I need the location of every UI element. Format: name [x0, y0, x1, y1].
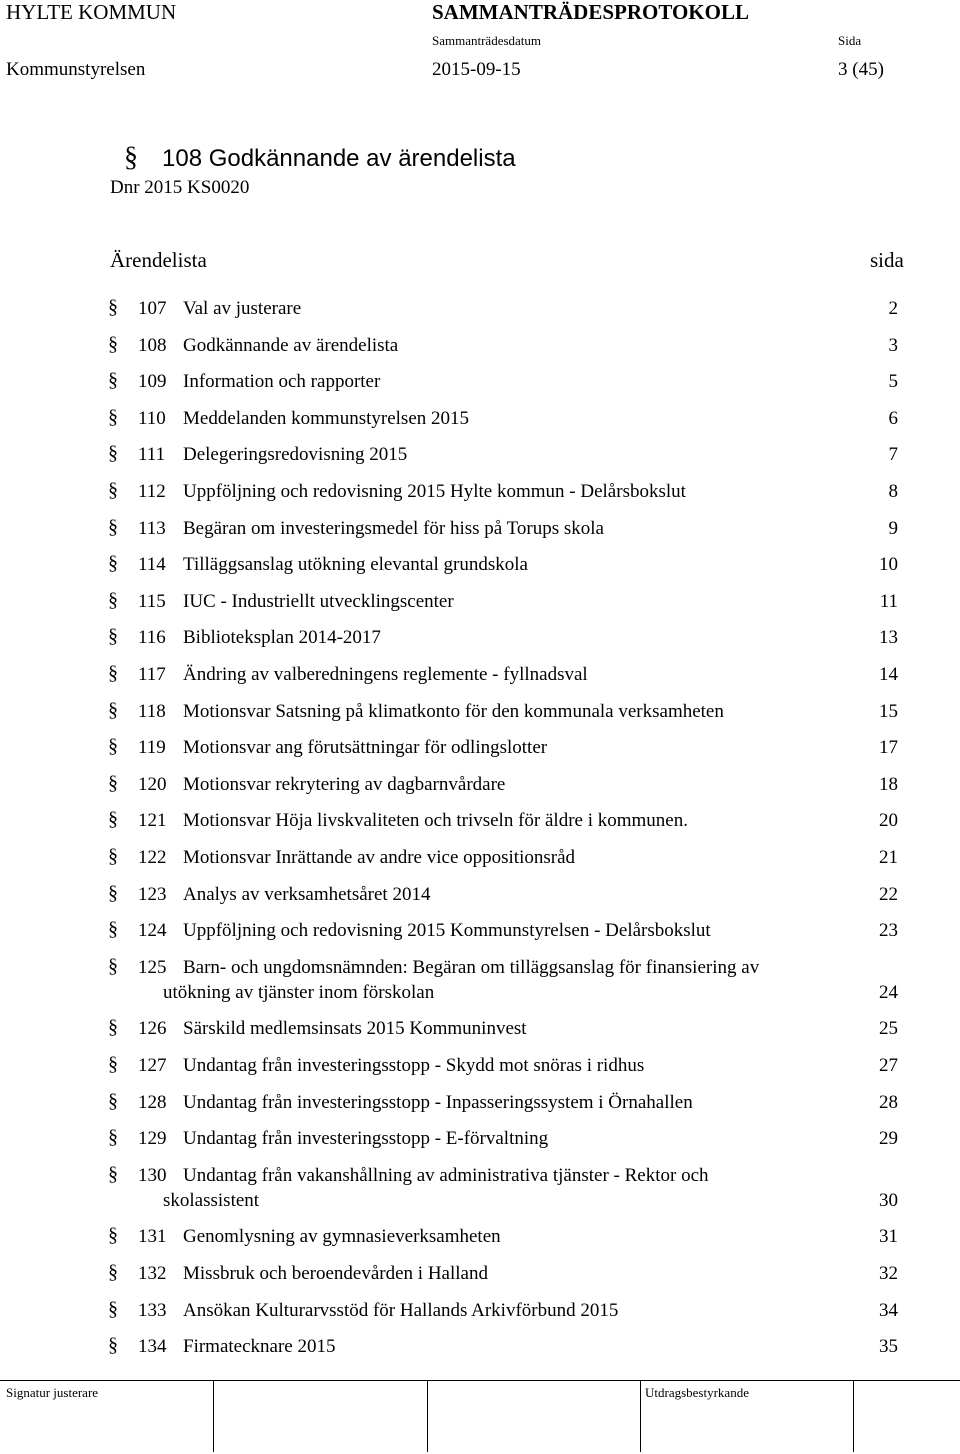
agenda-item-page: 8 [888, 481, 898, 502]
agenda-item [108, 1128, 898, 1154]
section-bullet-icon: § [108, 405, 118, 428]
agenda-item-text: Delegeringsredovisning 2015 [183, 444, 408, 466]
section-bullet-icon: § [108, 296, 118, 318]
section-bullet-icon: § [108, 1261, 118, 1283]
agenda-item-page: 25 [879, 1018, 898, 1040]
agenda-item [108, 627, 898, 653]
agenda-item-page: 31 [879, 1226, 898, 1248]
agenda-item [108, 1162, 898, 1217]
section-bullet-icon: § [108, 1126, 118, 1149]
section-bullet-icon: § [108, 479, 118, 501]
agenda-item-text: Undantag från investeringsstopp - Inpasseringssystem i Örnahallen [183, 1091, 693, 1113]
footer-vertical-rule [640, 1380, 641, 1452]
agenda-item-page: 13 [879, 627, 898, 649]
agenda-item-page: 34 [879, 1299, 898, 1321]
agenda-item-number: 109 [138, 371, 167, 393]
agenda-item [108, 298, 898, 324]
agenda-item-text: Undantag från investeringsstopp - E-förvaltning [183, 1128, 549, 1150]
agenda-item-page: 27 [879, 1055, 898, 1076]
agenda-item-number: 111 [138, 444, 166, 466]
agenda-item-text: Särskild medlemsinsats 2015 Kommuninvest [183, 1018, 527, 1040]
agenda-item [108, 920, 898, 946]
agenda-item [108, 1018, 898, 1044]
agenda-item-number: 108 [138, 334, 167, 356]
section-bullet-icon: § [108, 881, 118, 904]
agenda-item-number: 132 [138, 1263, 167, 1284]
section-bullet-icon: § [108, 1224, 118, 1247]
agenda-item [108, 664, 898, 690]
agenda-item-page: 17 [879, 737, 898, 759]
agenda-item-number: 119 [138, 737, 166, 759]
agenda-item [108, 737, 898, 763]
document-type: SAMMANTRÄDESPROTOKOLL [432, 0, 749, 24]
agenda-item [108, 771, 898, 800]
section-bullet-icon: § [108, 1162, 118, 1185]
section-mark-icon: § [124, 142, 138, 173]
agenda-item [108, 1263, 898, 1289]
agenda-item-page: 5 [888, 371, 898, 393]
agenda-item-number: 114 [138, 554, 166, 576]
agenda-item-number: 122 [138, 847, 167, 868]
agenda-item-number: 116 [138, 627, 166, 649]
agenda-item-number: 107 [138, 298, 167, 319]
agenda-item-page: 30 [879, 1189, 898, 1211]
agenda-item [108, 698, 898, 727]
agenda-item [108, 332, 898, 361]
agenda-item-number: 134 [138, 1336, 167, 1358]
agenda-item-page: 20 [879, 810, 898, 832]
agenda-item [108, 810, 898, 836]
municipality-name: HYLTE KOMMUN [6, 0, 177, 24]
agenda-item-page: 28 [879, 1091, 898, 1113]
agenda-item-text: Motionsvar Satsning på klimatkonto för den kommunala verksamheten [183, 700, 724, 722]
agenda-item-text: Godkännande av ärendelista [183, 334, 399, 356]
agenda-item [108, 515, 898, 544]
agenda-item [108, 588, 898, 617]
footer-vertical-rule [427, 1380, 428, 1452]
agenda-item-text: Begäran om investeringsmedel för hiss på Torups skola [183, 517, 604, 539]
agenda-item-text: Genomlysning av gymnasieverksamheten [183, 1226, 501, 1248]
section-bullet-icon: § [108, 735, 118, 758]
footer-divider [0, 1380, 960, 1381]
agenda-item-text: Biblioteksplan 2014-2017 [183, 627, 381, 649]
agenda-item [108, 481, 898, 507]
case-number: Dnr 2015 KS0020 [110, 177, 250, 198]
agenda-item-text-continued: utökning av tjänster inom förskolan [163, 981, 435, 1003]
agenda-item-page: 6 [888, 407, 898, 429]
agenda-item-text: Motionsvar ang förutsättningar för odlingslotter [183, 737, 548, 759]
agenda-item-page: 15 [879, 700, 898, 722]
agenda-item-page: 10 [879, 554, 898, 576]
agenda-item-number: 124 [138, 920, 167, 942]
section-bullet-icon: § [108, 954, 118, 977]
agenda-item [108, 1226, 898, 1252]
agenda-item-number: 123 [138, 883, 167, 905]
agenda-item-number: 128 [138, 1091, 167, 1113]
section-bullet-icon: § [108, 625, 118, 648]
agenda-item-text: Motionsvar rekrytering av dagbarnvårdare [183, 773, 506, 795]
page-label: Sida [838, 33, 862, 48]
agenda-item-number: 130 [138, 1164, 167, 1186]
agenda-item-page: 24 [879, 981, 898, 1003]
section-bullet-icon: § [108, 808, 118, 831]
agenda-item-number: 110 [138, 407, 166, 429]
agenda-item [108, 1055, 898, 1081]
agenda-item-number: 115 [138, 590, 166, 612]
agenda-item-text: Undantag från vakanshållning av administrativa tjänster - Rektor och [183, 1164, 709, 1186]
agenda-item-text: Uppföljning och redovisning 2015 Kommunstyrelsen - Delårsbokslut [183, 920, 711, 942]
agenda-item-page: 7 [888, 444, 898, 466]
agenda-item [108, 554, 898, 580]
agenda-item [108, 1336, 898, 1362]
agenda-item [108, 371, 898, 397]
agenda-item-text: Undantag från investeringsstopp - Skydd mot snöras i ridhus [183, 1055, 645, 1076]
agenda-item [108, 847, 898, 873]
footer-vertical-rule [853, 1380, 854, 1452]
section-bullet-icon: § [108, 1016, 118, 1039]
agenda-item [108, 1089, 898, 1118]
paragraph-title: 108 Godkännande av ärendelista [162, 145, 516, 172]
signature-label: Signatur justerare [6, 1385, 99, 1400]
section-bullet-icon: § [108, 588, 118, 611]
agenda-item-text: Analys av verksamhetsåret 2014 [183, 883, 431, 905]
section-bullet-icon: § [108, 845, 118, 867]
agenda-item-text: Barn- och ungdomsnämnden: Begäran om tilläggsanslag för finansiering av [183, 956, 760, 978]
section-bullet-icon: § [108, 1297, 118, 1320]
section-bullet-icon: § [108, 771, 118, 794]
section-bullet-icon: § [108, 442, 118, 465]
section-bullet-icon: § [108, 369, 118, 392]
agenda-item-text: Firmatecknare 2015 [183, 1336, 336, 1358]
agenda-item-text: Ansökan Kulturarvsstöd för Hallands Arkivförbund 2015 [183, 1299, 619, 1321]
agenda-item-page: 21 [879, 847, 898, 868]
section-bullet-icon: § [108, 662, 118, 684]
agenda-item-text: IUC - Industriellt utvecklingscenter [183, 590, 454, 612]
agenda-item-page: 3 [888, 334, 898, 356]
agenda-item-number: 112 [138, 481, 166, 502]
agenda-item-page: 11 [879, 590, 898, 612]
meeting-date-label: Sammanträdesdatum [432, 33, 542, 48]
footer-vertical-rule [213, 1380, 214, 1452]
agenda-item [108, 405, 898, 434]
section-bullet-icon: § [108, 552, 118, 575]
agenda-item-number: 117 [138, 664, 166, 685]
agenda-item-text: Missbruk och beroendevården i Halland [183, 1263, 488, 1284]
page-number: 3 (45) [838, 59, 884, 80]
agenda-item-text-continued: skolassistent [163, 1189, 260, 1211]
section-bullet-icon: § [108, 1053, 118, 1075]
extract-certification-label: Utdragsbestyrkande [645, 1385, 749, 1400]
agenda-item-text: Tilläggsanslag utökning elevantal grundskola [183, 554, 528, 576]
agenda-item-text: Information och rapporter [183, 371, 381, 393]
agenda-item-number: 133 [138, 1299, 167, 1321]
agenda-item-page: 32 [879, 1263, 898, 1284]
agenda-item-page: 18 [879, 773, 898, 795]
agenda-item [108, 881, 898, 910]
body-name: Kommunstyrelsen [6, 59, 146, 80]
agenda-item [108, 444, 898, 470]
agenda-item-number: 118 [138, 700, 166, 722]
agenda-item-number: 120 [138, 773, 167, 795]
agenda-item-number: 125 [138, 956, 167, 978]
page-column-heading: sida [870, 248, 904, 272]
agenda-item-page: 14 [879, 664, 898, 685]
section-bullet-icon: § [108, 1089, 118, 1112]
agenda-item-number: 113 [138, 517, 166, 539]
meeting-date: 2015-09-15 [432, 59, 521, 80]
agenda-item-number: 121 [138, 810, 167, 832]
agenda-item [108, 954, 898, 1009]
agenda-item [108, 1297, 898, 1326]
agenda-item-text: Meddelanden kommunstyrelsen 2015 [183, 407, 470, 429]
agenda-item-page: 23 [879, 920, 898, 942]
agenda-item-page: 9 [888, 517, 898, 539]
agenda-item-text: Val av justerare [183, 298, 302, 319]
agenda-item-number: 129 [138, 1128, 167, 1150]
section-bullet-icon: § [108, 332, 118, 355]
agenda-heading: Ärendelista [110, 248, 207, 272]
agenda-item-page: 22 [879, 883, 898, 905]
agenda-item-number: 131 [138, 1226, 167, 1248]
section-bullet-icon: § [108, 918, 118, 941]
section-bullet-icon: § [108, 515, 118, 538]
agenda-item-page: 35 [879, 1336, 898, 1358]
agenda-item-text: Motionsvar Inrättande av andre vice oppositionsråd [183, 847, 576, 868]
agenda-item-text: Uppföljning och redovisning 2015 Hylte kommun - Delårsbokslut [183, 481, 686, 502]
agenda-item-number: 126 [138, 1018, 167, 1040]
agenda-item-text: Motionsvar Höja livskvaliteten och trivseln för äldre i kommunen. [183, 810, 688, 832]
section-bullet-icon: § [108, 1334, 118, 1357]
section-bullet-icon: § [108, 698, 118, 721]
agenda-item-number: 127 [138, 1055, 167, 1076]
agenda-item-page: 29 [879, 1128, 898, 1150]
agenda-item-text: Ändring av valberedningens reglemente - fyllnadsval [183, 664, 588, 685]
agenda-item-page: 2 [888, 298, 898, 319]
